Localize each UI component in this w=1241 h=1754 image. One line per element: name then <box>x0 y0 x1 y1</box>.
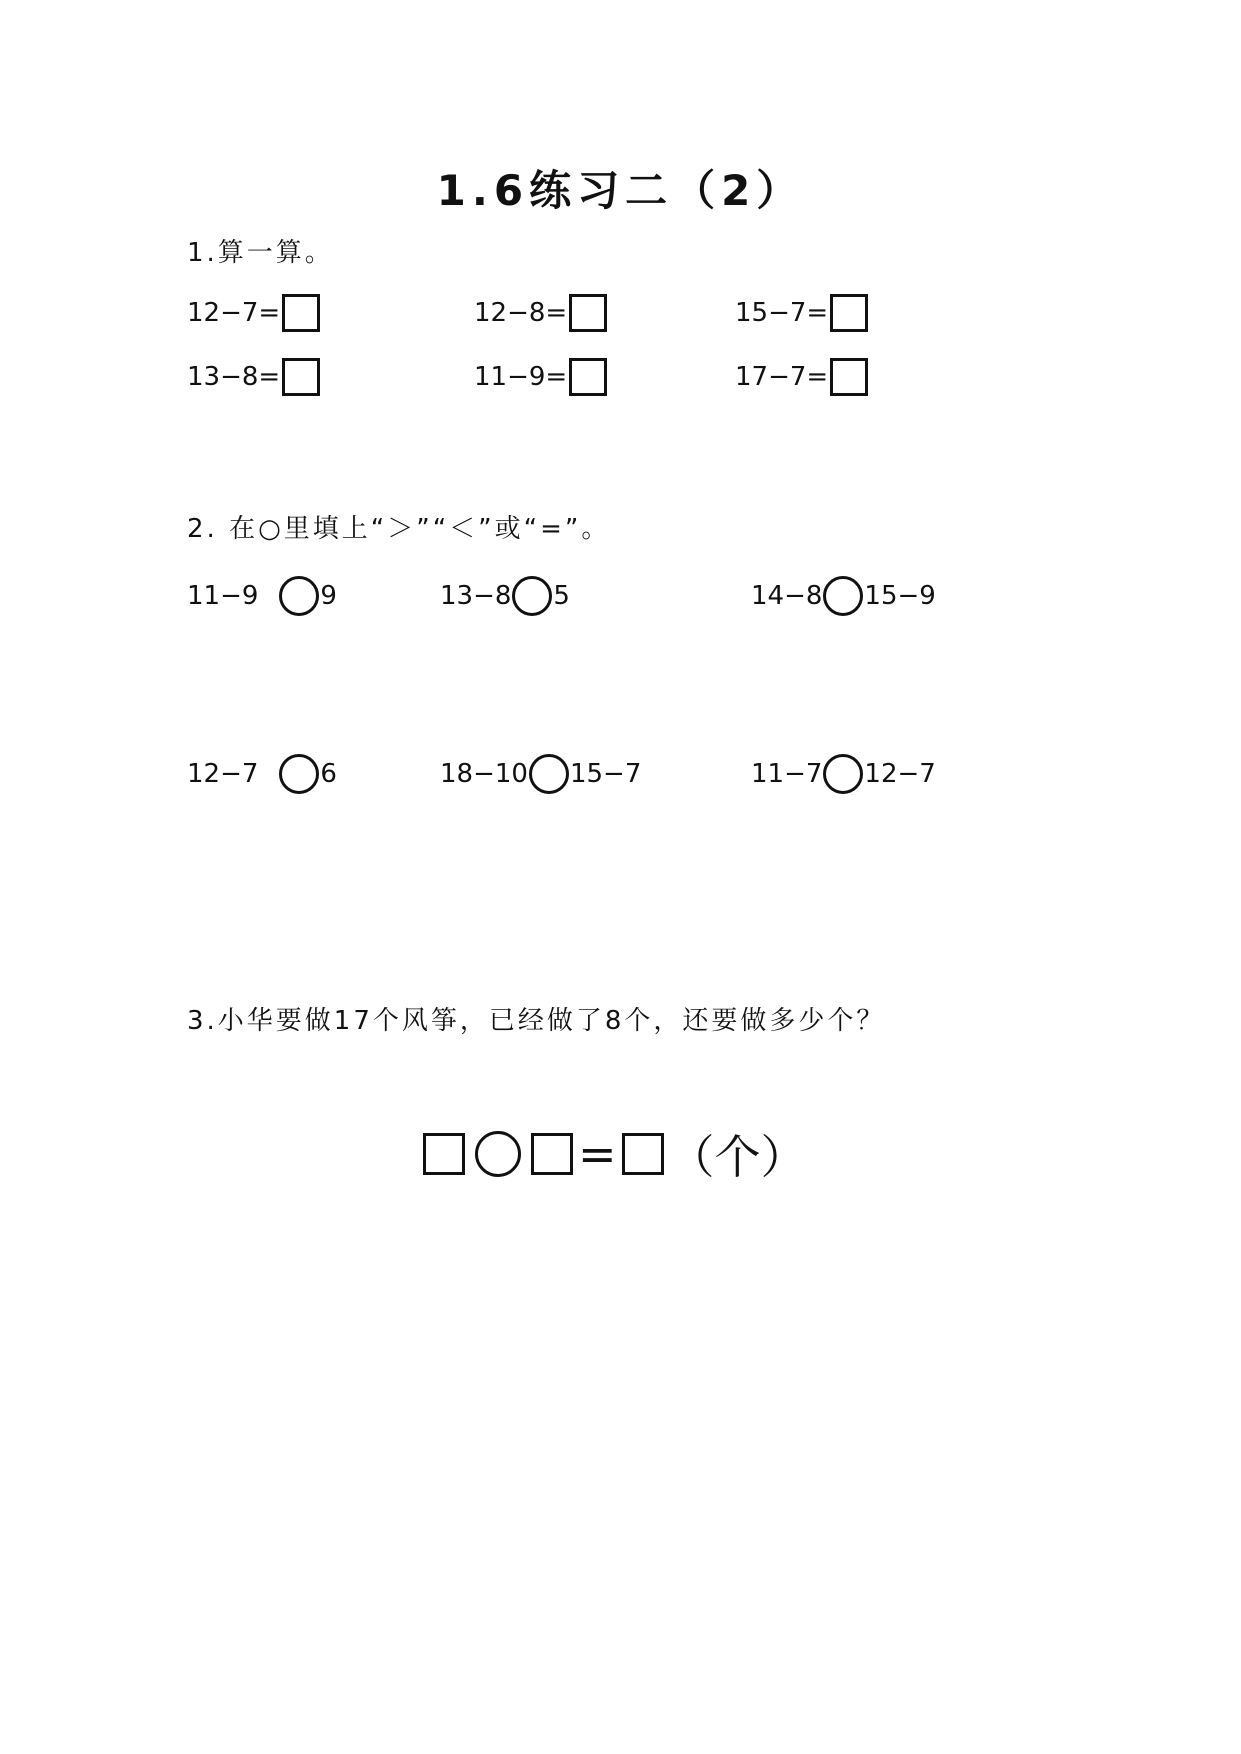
q2-right: 5 <box>553 581 570 611</box>
q1-item-3 <box>735 294 868 332</box>
answer-box[interactable] <box>569 358 607 396</box>
q2-item-1 <box>187 576 337 616</box>
q2-right: 15−9 <box>864 581 936 611</box>
page-title: 1.6练习二（2） <box>436 166 805 215</box>
q2-item-6 <box>751 754 936 794</box>
answer-box[interactable] <box>423 1133 465 1175</box>
answer-box[interactable] <box>622 1133 664 1175</box>
question-1-label: 1.算一算。 <box>187 238 334 268</box>
q2-left: 18−10 <box>440 759 528 789</box>
q1-expression: 12−8= <box>474 298 568 328</box>
compare-circle[interactable] <box>823 754 863 794</box>
answer-box[interactable] <box>569 294 607 332</box>
unit-label: （个） <box>668 1130 807 1184</box>
answer-box[interactable] <box>830 358 868 396</box>
q1-expression: 15−7= <box>735 298 829 328</box>
q1-expression: 11−9= <box>474 362 568 392</box>
equals-sign: = <box>578 1127 617 1181</box>
answer-box[interactable] <box>282 294 320 332</box>
q2-left: 13−8 <box>440 581 512 611</box>
compare-circle[interactable] <box>823 576 863 616</box>
compare-circle[interactable] <box>529 754 569 794</box>
q1-expression: 17−7= <box>735 362 829 392</box>
compare-circle[interactable] <box>279 576 319 616</box>
question-3-label: 3.小华要做17个风筝，已经做了8个，还要做多少个？ <box>187 1006 886 1036</box>
q1-item-6 <box>735 358 868 396</box>
q1-item-4 <box>187 358 320 396</box>
q2-right: 6 <box>320 759 337 789</box>
question-2-label: 2. 在○里填上“＞”“＜”或“=”。 <box>187 514 611 544</box>
q2-item-5 <box>440 754 641 794</box>
q2-left: 14−8 <box>751 581 823 611</box>
answer-box[interactable] <box>830 294 868 332</box>
answer-box[interactable] <box>531 1133 573 1175</box>
q1-item-5 <box>474 358 607 396</box>
q2-right: 15−7 <box>569 759 642 789</box>
compare-circle[interactable] <box>279 754 319 794</box>
answer-equation <box>418 1124 807 1184</box>
q1-item-1 <box>187 294 320 332</box>
q2-left: 12−7 <box>187 759 259 789</box>
q2-right: 9 <box>320 581 337 611</box>
answer-box[interactable] <box>282 358 320 396</box>
q2-left: 11−9 <box>187 581 259 611</box>
q2-left: 11−7 <box>751 759 823 789</box>
q2-right: 12−7 <box>864 759 936 789</box>
q2-item-4 <box>187 754 337 794</box>
q1-expression: 13−8= <box>187 362 281 392</box>
q1-expression: 12−7= <box>187 298 281 328</box>
q1-item-2 <box>474 294 607 332</box>
compare-circle[interactable] <box>512 576 552 616</box>
q2-item-3 <box>751 576 936 616</box>
q2-item-2 <box>440 576 570 616</box>
operator-circle[interactable] <box>475 1131 521 1177</box>
